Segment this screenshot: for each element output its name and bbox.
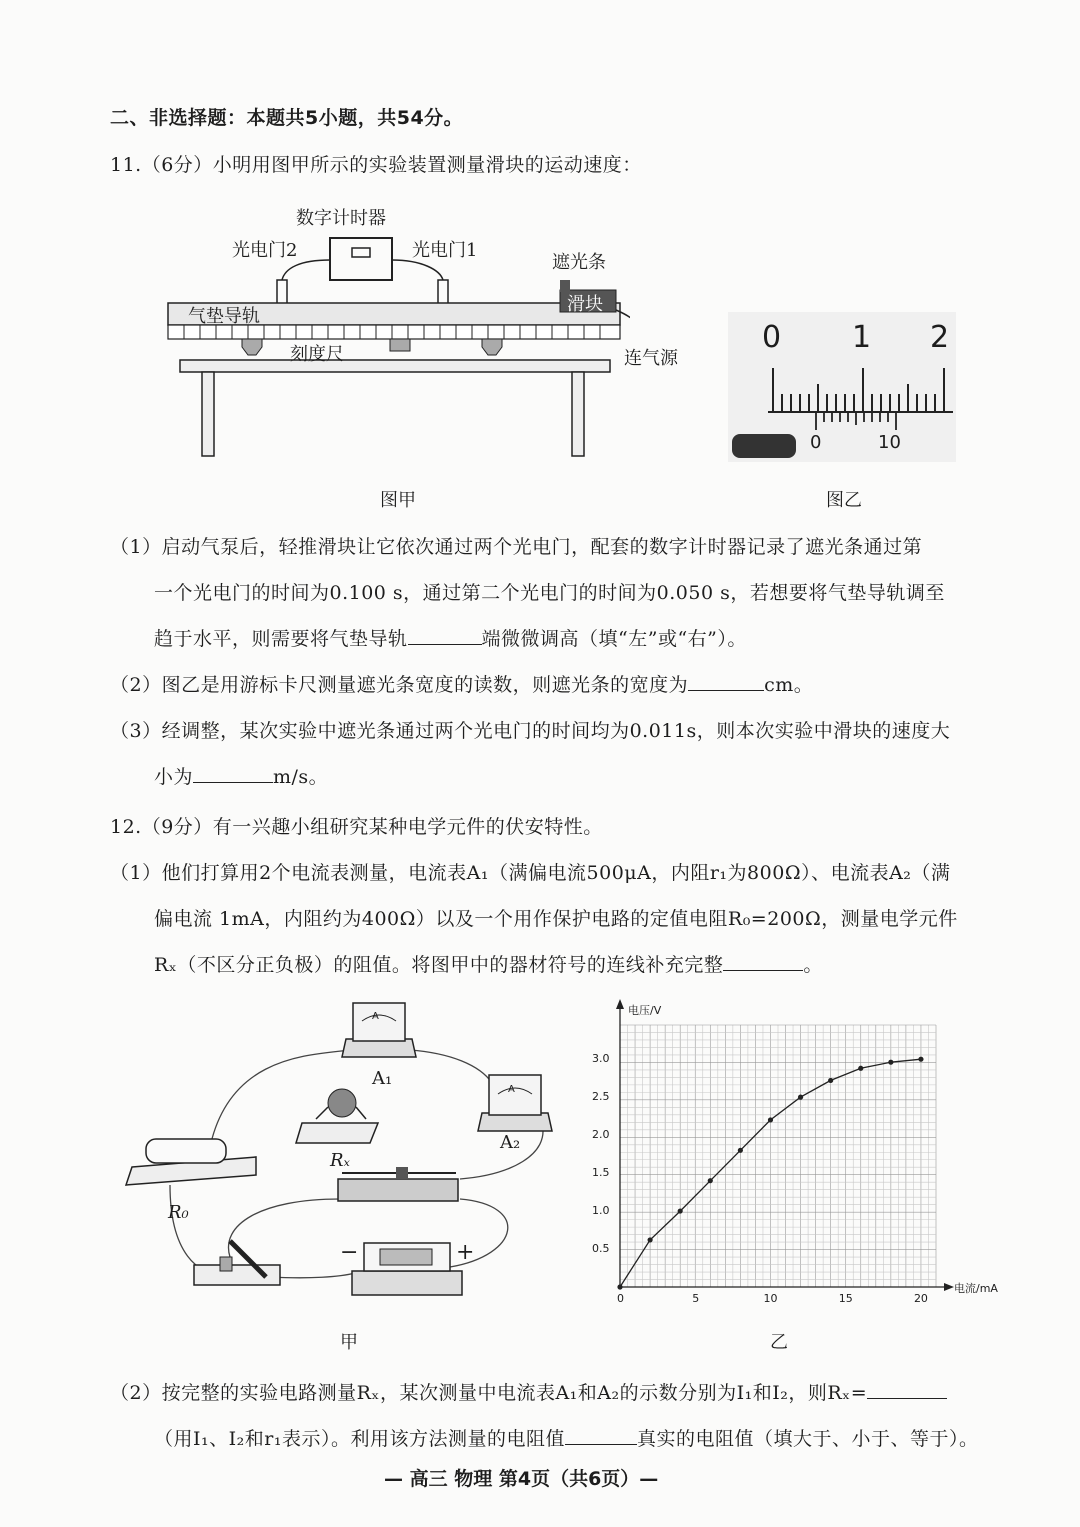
- data-point: [678, 1208, 683, 1213]
- vernier-scale-10: 10: [878, 432, 901, 453]
- q11-part1-line1: （1）启动气泵后，轻推滑块让它依次通过两个光电门，配套的数字计时器记录了遮光条通过第: [110, 536, 923, 558]
- ammeter-a2-label: A₂: [500, 1132, 521, 1153]
- air-source-label: 连气源: [624, 348, 678, 369]
- y-tick-label: 1.5: [592, 1166, 610, 1180]
- question-11-stem: 11.（6分）小明用图甲所示的实验装置测量滑块的运动速度：: [110, 154, 642, 176]
- q11-part3-line2: 小为 m/s。: [154, 766, 329, 788]
- y-tick-label: 3.0: [592, 1052, 610, 1066]
- q11-part1-answer-blank[interactable]: [408, 626, 482, 645]
- vernier-scale-0: 0: [810, 432, 822, 453]
- q12-part2-line2: （用I₁、I₂和r₁表示）。利用该方法测量的电阻值 真实的电阻值（填大于、小于、等于）。: [154, 1428, 979, 1450]
- data-point: [798, 1095, 803, 1100]
- data-point: [768, 1117, 773, 1122]
- y-tick-label: 2.0: [592, 1128, 610, 1142]
- track-label: 气垫导轨: [188, 306, 260, 327]
- y-tick-label: 2.5: [592, 1090, 610, 1104]
- iv-graph: [580, 995, 1020, 1325]
- x-tick-label: 5: [692, 1292, 700, 1305]
- battery-plus-label: +: [456, 1240, 475, 1265]
- air-track-figure: [160, 198, 630, 468]
- page-footer: — 高三 物理 第4页（共6页）—: [384, 1468, 659, 1490]
- data-point: [617, 1284, 622, 1289]
- q12-part2-answer-blank2[interactable]: [565, 1426, 637, 1445]
- q11-part2: （2）图乙是用游标卡尺测量遮光条宽度的读数，则遮光条的宽度为 cm。: [110, 674, 814, 696]
- q12-part2-answer-blank1[interactable]: [867, 1380, 947, 1399]
- main-scale-0: 0: [762, 320, 782, 355]
- q11-part3-answer-blank[interactable]: [193, 764, 273, 783]
- q12-part1-line2: 偏电流 1mA，内阻约为400Ω）以及一个用作保护电路的定值电阻R₀=200Ω，测量电学元件: [154, 908, 958, 930]
- data-point: [647, 1237, 652, 1242]
- data-point: [858, 1066, 863, 1071]
- data-point: [708, 1178, 713, 1183]
- graph-caption: 乙: [770, 1332, 788, 1353]
- main-scale-2: 2: [930, 320, 950, 355]
- gate1-label: 光电门1: [412, 240, 478, 261]
- shade-label: 遮光条: [552, 252, 606, 273]
- x-tick-label: 20: [913, 1292, 928, 1305]
- r0-label: R₀: [168, 1202, 189, 1223]
- chart-grid: [620, 1025, 936, 1287]
- battery-minus-label: −: [340, 1240, 359, 1265]
- q11-part1-line2: 一个光电门的时间为0.100 s，通过第二个光电门的时间为0.050 s，若想要将气垫导轨调至: [154, 582, 945, 604]
- data-point: [738, 1148, 743, 1153]
- section-title: 二、非选择题：本题共5小题，共54分。: [110, 107, 464, 129]
- figure-a-caption: 图甲: [380, 490, 416, 511]
- data-point: [828, 1078, 833, 1083]
- ammeter-a1-dial-mark: A: [372, 1011, 379, 1022]
- rx-label: Rₓ: [330, 1150, 350, 1171]
- circuit-caption: 甲: [340, 1332, 358, 1353]
- ammeter-a2-dial-mark: A: [508, 1084, 515, 1095]
- y-axis-arrow: [616, 999, 624, 1009]
- ammeter-a1-label: A₁: [372, 1068, 393, 1089]
- q12-part2-line1: （2）按完整的实验电路测量Rₓ，某次测量中电流表A₁和A₂的示数分别为I₁和I₂，则Rₓ=: [110, 1378, 947, 1405]
- slider-label: 滑块: [567, 294, 603, 315]
- x-axis-label: 电流/mA: [954, 1282, 998, 1295]
- q12-part1-line3: Rₓ（不区分正负极）的阻值。将图甲中的器材符号的连线补充完整 。: [154, 954, 823, 976]
- x-tick-label: 10: [763, 1292, 778, 1305]
- x-tick-label: 15: [838, 1292, 853, 1305]
- timer-label: 数字计时器: [296, 208, 386, 229]
- x-axis-arrow: [944, 1283, 954, 1291]
- question-12-stem: 12.（9分）有一兴趣小组研究某种电学元件的伏安特性。: [110, 816, 603, 838]
- q11-part3-line1: （3）经调整，某次实验中遮光条通过两个光电门的时间均为0.011s，则本次实验中滑块的速度大: [110, 720, 951, 742]
- main-scale-1: 1: [852, 320, 872, 355]
- q11-part1-line3: 趋于水平，则需要将气垫导轨 端微微调高（填“左”或“右”）。: [154, 628, 747, 650]
- y-tick-label: 0.5: [592, 1242, 610, 1256]
- y-axis-label: 电压/V: [628, 1004, 662, 1017]
- gate2-label: 光电门2: [232, 240, 298, 261]
- q12-part1-line1: （1）他们打算用2个电流表测量，电流表A₁（满偏电流500μA，内阻r₁为800Ω）、电流表A₂（满: [110, 862, 951, 884]
- x-tick-label: 0: [617, 1292, 624, 1305]
- data-point: [888, 1060, 893, 1065]
- figure-b-caption: 图乙: [826, 490, 862, 511]
- y-tick-label: 1.0: [592, 1204, 610, 1218]
- ruler-label: 刻度尺: [290, 344, 344, 365]
- data-point: [918, 1057, 923, 1062]
- q11-part2-answer-blank[interactable]: [688, 672, 764, 691]
- q12-part1-answer-blank[interactable]: [723, 952, 803, 971]
